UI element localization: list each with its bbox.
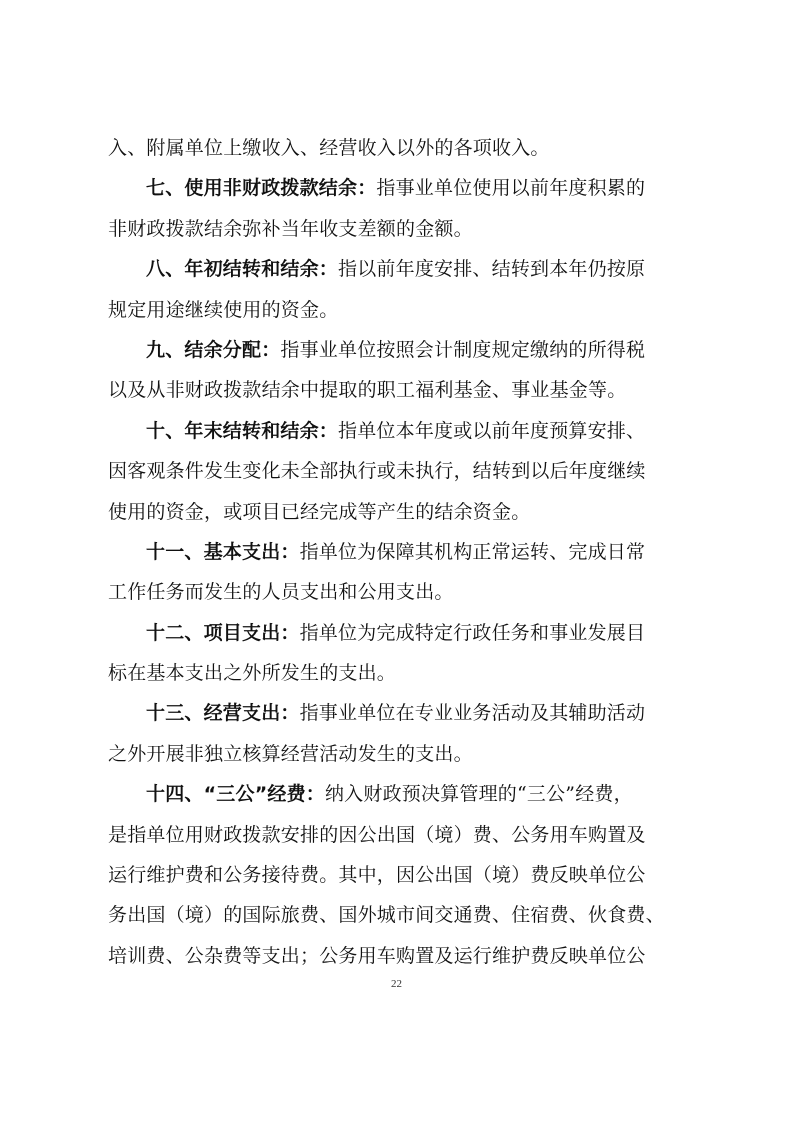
text-line-3 (108, 209, 692, 249)
line-text: 工作任务而发生的人员支出和公用支出。 (108, 581, 454, 604)
text-line-7 (108, 370, 692, 410)
line-text: 指单位为保障其机构正常运转、完成日常 (299, 540, 646, 563)
paragraph-14-start (108, 774, 692, 814)
term-heading: 十二、项目支出： (146, 621, 300, 644)
line-text: 入、附属单位上缴收入、经营收入以外的各项收入。 (108, 137, 550, 159)
line-text: 非财政拨款结余弥补当年收支差额的金额。 (108, 217, 473, 240)
text-line-19 (108, 855, 692, 895)
line-text: 指单位本年度或以前年度预算安排、 (338, 419, 646, 442)
term-heading: 十、年末结转和结余： (146, 419, 339, 442)
page-number: 22 (391, 978, 402, 990)
line-text: 以及从非财政拨款结余中提取的职工福利基金、事业基金等。 (108, 379, 627, 402)
line-text: 务出国（境）的国际旅费、国外城市间交通费、住宿费、伙食费、 (108, 904, 665, 927)
text-line-21 (108, 936, 692, 976)
line-text: 培训费、公杂费等支出；公务用车购置及运行维护费反映单位公 (108, 944, 646, 967)
line-text: 纳入财政预决算管理的“三公”经费， (324, 783, 633, 806)
term-heading: 十四、“三公”经费： (146, 783, 325, 806)
line-text: 使用的资金，或项目已经完成等产生的结余资金。 (108, 500, 531, 523)
text-line-5 (108, 290, 692, 330)
document-body (108, 128, 692, 976)
paragraph-11-start (108, 532, 692, 572)
paragraph-9-start (108, 330, 692, 370)
paragraph-10-start (108, 411, 692, 451)
paragraph-7-start (108, 168, 692, 208)
paragraph-12-start (108, 613, 692, 653)
paragraph-13-start (108, 693, 692, 733)
line-text: 运行维护费和公务接待费。其中，因公出国（境）费反映单位公 (108, 864, 646, 887)
paragraph-8-start (108, 249, 692, 289)
line-text: 指事业单位在专业业务活动及其辅助活动 (299, 702, 646, 725)
term-heading: 十一、基本支出： (146, 540, 300, 563)
text-line-1 (108, 128, 692, 168)
line-text: 之外开展非独立核算经营活动发生的支出。 (108, 742, 473, 765)
line-text: 规定用途继续使用的资金。 (108, 298, 339, 321)
text-line-20 (108, 895, 692, 935)
line-text: 是指单位用财政拨款安排的因公出国（境）费、公务用车购置及 (108, 823, 646, 846)
line-text: 指事业单位使用以前年度积累的 (376, 177, 646, 200)
text-line-12 (108, 572, 692, 612)
text-line-14 (108, 653, 692, 693)
line-text: 指以前年度安排、结转到本年仍按原 (338, 258, 646, 281)
line-text: 指单位为完成特定行政任务和事业发展目 (299, 621, 646, 644)
line-text: 标在基本支出之外所发生的支出。 (108, 662, 397, 685)
text-line-9 (108, 451, 692, 491)
text-line-16 (108, 734, 692, 774)
term-heading: 八、年初结转和结余： (146, 258, 339, 281)
line-text: 指事业单位按照会计制度规定缴纳的所得税 (280, 338, 646, 361)
term-heading: 七、使用非财政拨款结余： (146, 177, 377, 200)
term-heading: 十三、经营支出： (146, 702, 300, 725)
term-heading: 九、结余分配： (146, 338, 281, 361)
text-line-18 (108, 815, 692, 855)
text-line-10 (108, 492, 692, 532)
line-text: 因客观条件发生变化未全部执行或未执行，结转到以后年度继续 (108, 460, 646, 483)
